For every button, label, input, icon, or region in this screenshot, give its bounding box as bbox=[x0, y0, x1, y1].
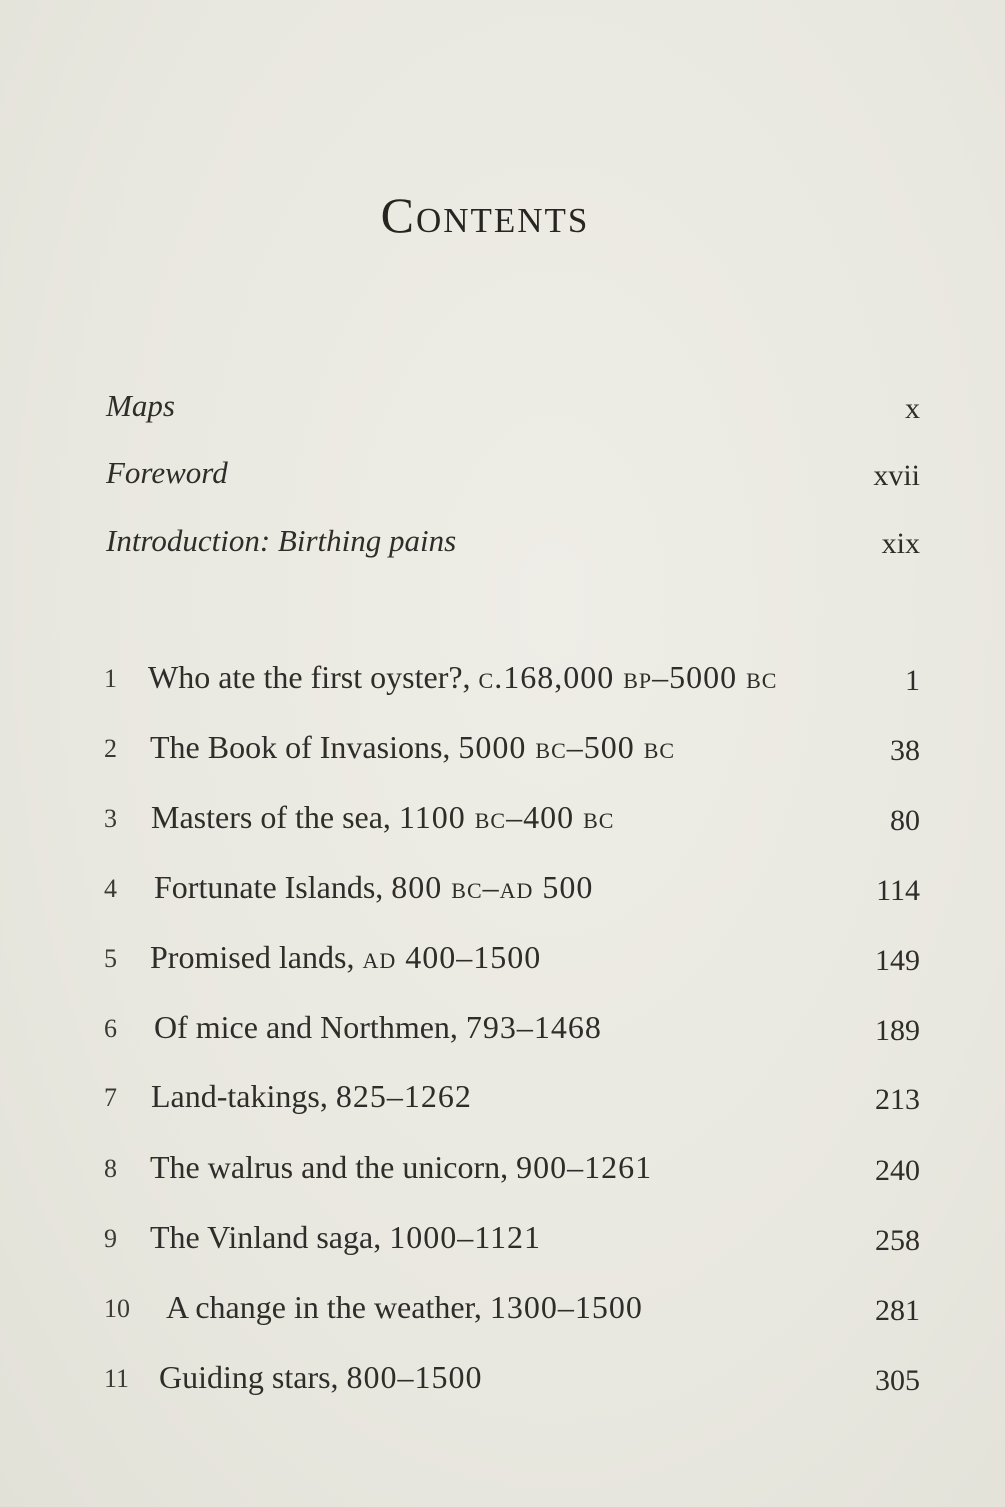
chapter-dates: 5000 bc–500 bc bbox=[458, 729, 676, 765]
chapter-number: 6 bbox=[104, 1014, 117, 1043]
toc-entry-chapter-7[interactable] bbox=[104, 1075, 924, 1119]
toc-entry-chapter-5[interactable] bbox=[104, 936, 924, 980]
chapter-title-text: Who ate the first oyster?, bbox=[148, 659, 479, 695]
chapter-title bbox=[159, 1359, 483, 1396]
toc-entry-chapter-8[interactable] bbox=[104, 1146, 924, 1190]
chapter-title bbox=[154, 869, 593, 906]
toc-entry-chapter-6[interactable] bbox=[104, 1006, 924, 1050]
chapter-title-text: Land-takings, bbox=[151, 1078, 336, 1114]
chapter-title bbox=[148, 659, 777, 696]
chapter-number: 5 bbox=[104, 944, 117, 973]
chapter-dates: 900–1261 bbox=[516, 1149, 653, 1185]
chapter-title-text: Guiding stars, bbox=[159, 1359, 347, 1395]
chapter-page: 258 bbox=[875, 1224, 920, 1257]
chapter-page: 189 bbox=[875, 1014, 920, 1047]
toc-entry-chapter-4[interactable] bbox=[104, 866, 924, 910]
chapter-title bbox=[166, 1289, 643, 1326]
chapter-number: 2 bbox=[104, 734, 117, 763]
chapter-page: 1 bbox=[905, 664, 920, 697]
chapter-title bbox=[150, 939, 541, 976]
chapter-title bbox=[151, 799, 614, 836]
chapter-title bbox=[150, 729, 675, 766]
chapter-page: 149 bbox=[875, 944, 920, 977]
entry-page: xvii bbox=[873, 459, 920, 492]
chapter-number: 10 bbox=[104, 1294, 130, 1323]
chapter-dates: 800–1500 bbox=[346, 1359, 483, 1395]
chapter-number: 3 bbox=[104, 804, 117, 833]
toc-entry-maps[interactable] bbox=[104, 384, 924, 428]
chapter-number: 7 bbox=[104, 1083, 117, 1112]
chapter-page: 38 bbox=[890, 734, 920, 767]
entry-page: xix bbox=[881, 527, 920, 560]
chapter-number: 11 bbox=[104, 1364, 130, 1393]
chapter-title-text: Fortunate Islands, bbox=[154, 869, 392, 905]
chapter-title bbox=[150, 1219, 541, 1256]
chapter-dates: 1100 bc–400 bc bbox=[398, 799, 615, 835]
chapter-title-text: Masters of the sea, bbox=[151, 799, 399, 835]
chapter-page: 213 bbox=[875, 1083, 920, 1116]
toc-entry-introduction[interactable] bbox=[104, 519, 924, 563]
chapter-dates: ad 400–1500 bbox=[362, 939, 542, 975]
entry-title: Introduction: Birthing pains bbox=[106, 523, 457, 558]
toc-entry-chapter-9[interactable] bbox=[104, 1216, 924, 1260]
chapter-number: 9 bbox=[104, 1224, 117, 1253]
chapter-dates: 1300–1500 bbox=[489, 1289, 643, 1325]
chapter-title bbox=[150, 1149, 652, 1186]
chapter-page: 80 bbox=[890, 804, 920, 837]
toc-entry-chapter-3[interactable] bbox=[104, 796, 924, 840]
entry-title: Maps bbox=[106, 388, 175, 423]
toc-entry-chapter-1[interactable] bbox=[104, 656, 924, 700]
chapter-title-text: Of mice and Northmen, bbox=[154, 1009, 466, 1045]
chapter-title-text: The walrus and the unicorn, bbox=[150, 1149, 517, 1185]
entry-page: x bbox=[905, 392, 920, 425]
chapter-title-text: A change in the weather, bbox=[166, 1289, 490, 1325]
chapter-page: 114 bbox=[876, 874, 920, 907]
toc-entry-foreword[interactable] bbox=[104, 451, 924, 495]
chapter-page: 240 bbox=[875, 1154, 920, 1187]
chapter-dates: 793–1468 bbox=[465, 1009, 602, 1045]
chapter-title-text: The Vinland saga, bbox=[150, 1219, 390, 1255]
toc-entry-chapter-2[interactable] bbox=[104, 726, 924, 770]
entry-title: Foreword bbox=[106, 455, 228, 490]
chapter-number: 4 bbox=[104, 874, 117, 903]
chapter-title-text: Promised lands, bbox=[150, 939, 363, 975]
chapter-page: 281 bbox=[875, 1294, 920, 1327]
chapter-number: 8 bbox=[104, 1154, 117, 1183]
chapter-number: 1 bbox=[104, 664, 117, 693]
chapter-dates: 825–1262 bbox=[335, 1078, 472, 1114]
toc-entry-chapter-10[interactable] bbox=[104, 1286, 924, 1330]
chapter-dates: 1000–1121 bbox=[389, 1219, 542, 1255]
page-title: Contents bbox=[380, 187, 590, 243]
chapter-dates: 800 bc–ad 500 bbox=[391, 869, 594, 905]
chapter-title-text: The Book of Invasions, bbox=[150, 729, 459, 765]
chapter-page: 305 bbox=[875, 1364, 920, 1397]
chapter-title bbox=[151, 1078, 472, 1115]
chapter-dates: c.168,000 bp–5000 bc bbox=[478, 659, 778, 695]
chapter-title bbox=[154, 1009, 602, 1046]
toc-entry-chapter-11[interactable] bbox=[104, 1356, 924, 1400]
